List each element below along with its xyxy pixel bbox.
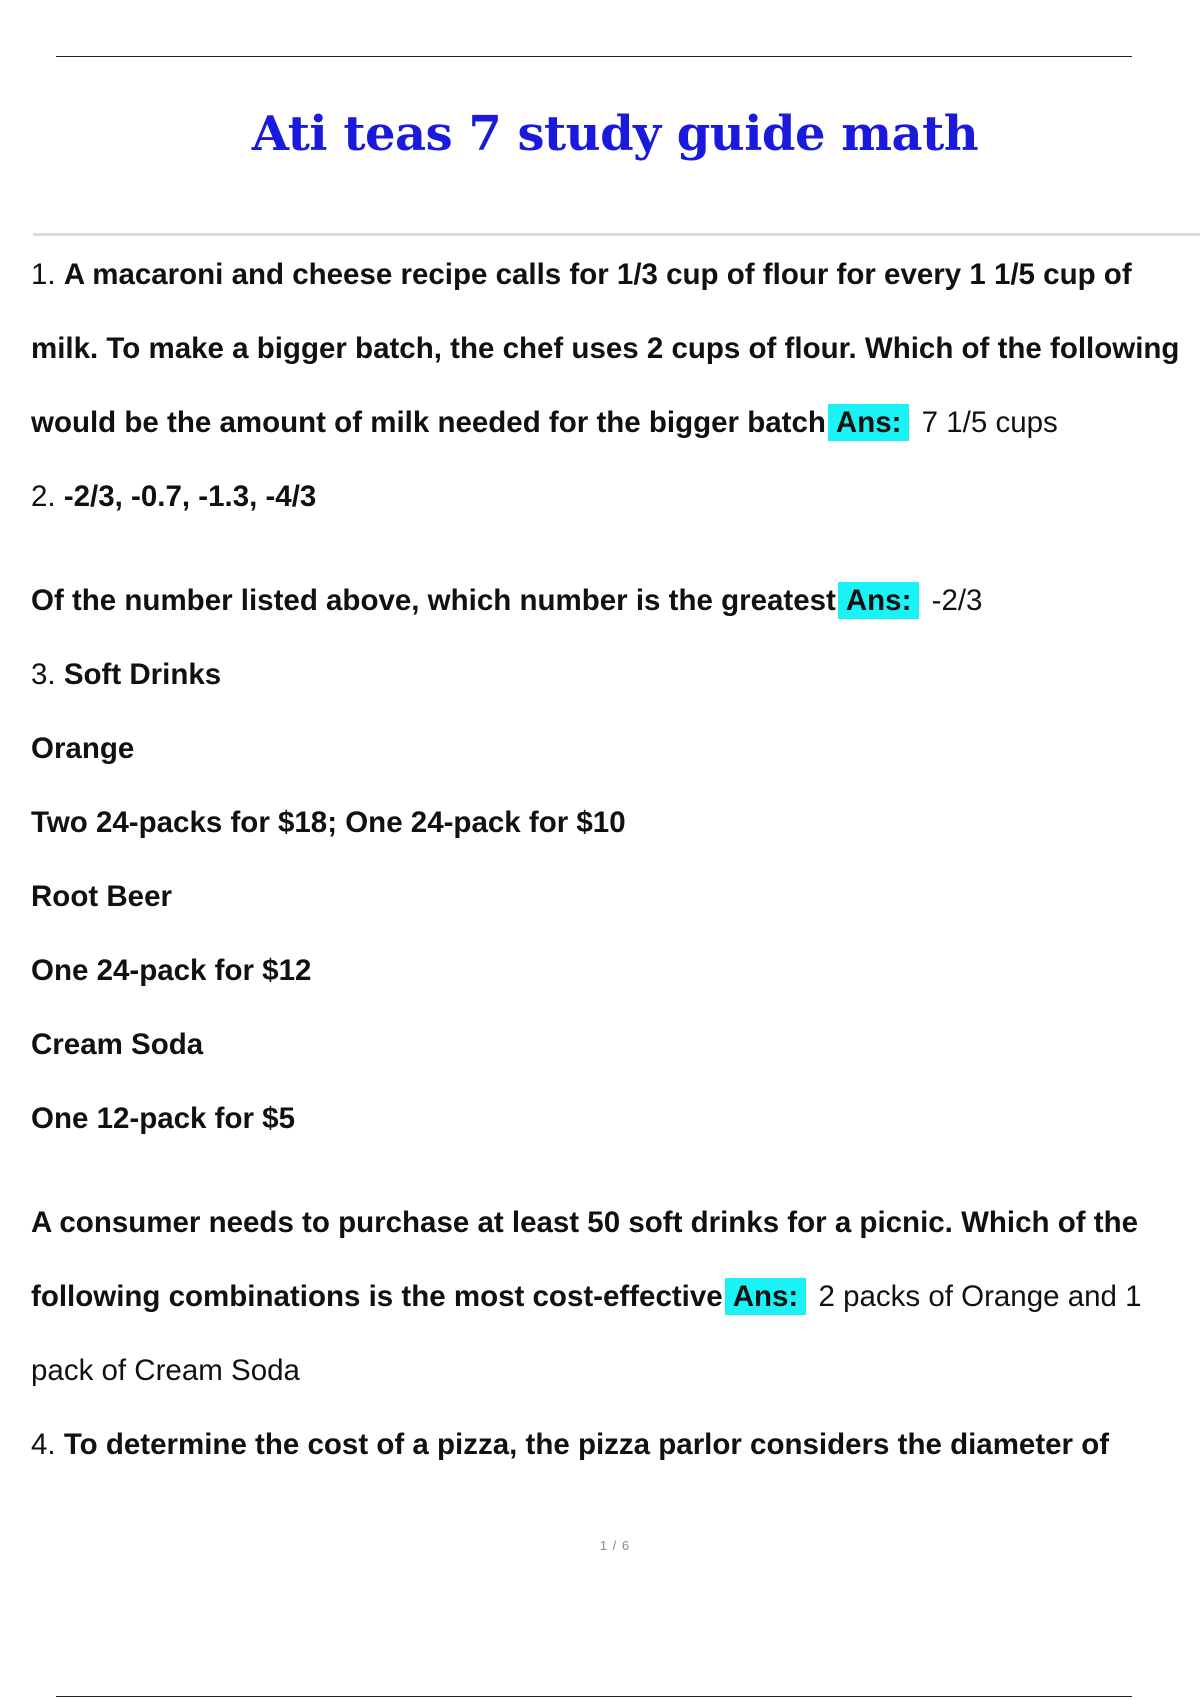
title-separator bbox=[33, 233, 1200, 236]
question-2-list bbox=[31, 460, 1200, 534]
question-text: Of the number listed above, which number is the greatest bbox=[31, 584, 836, 617]
question-number: 1. bbox=[31, 258, 56, 291]
answer-text: -2/3 bbox=[931, 584, 983, 617]
question-number: 4. bbox=[31, 1428, 56, 1461]
drink-name: Orange bbox=[31, 732, 135, 765]
answer-text: 7 1/5 cups bbox=[921, 406, 1058, 439]
top-rule bbox=[56, 56, 1132, 57]
question-4 bbox=[31, 1408, 1200, 1482]
document-title: Ati teas 7 study guide math bbox=[251, 106, 979, 162]
drink-price: One 12-pack for $5 bbox=[31, 1102, 295, 1135]
table-heading: Soft Drinks bbox=[63, 658, 222, 691]
question-3-heading bbox=[31, 638, 1200, 712]
answer-label: Ans: bbox=[828, 404, 910, 441]
number-list: -2/3, -0.7, -1.3, -4/3 bbox=[63, 480, 317, 513]
answer-label: Ans: bbox=[838, 582, 920, 619]
drink-price: Two 24-packs for $18; One 24-pack for $10 bbox=[31, 806, 626, 839]
question-number: 3. bbox=[31, 658, 56, 691]
answer-label: Ans: bbox=[725, 1278, 807, 1315]
question-3 bbox=[31, 1186, 1200, 1408]
bottom-rule bbox=[56, 1696, 1132, 1697]
question-text: A consumer needs to purchase at least 50 soft drinks for a picnic. Which of the following combinations is the most cost-effective bbox=[31, 1206, 1139, 1313]
page-indicator: 1 / 6 bbox=[599, 1538, 631, 1553]
document-body bbox=[31, 238, 1200, 1482]
answer-text: 2 packs of Orange and 1 pack of Cream Soda bbox=[31, 1280, 1142, 1387]
question-text: A macaroni and cheese recipe calls for 1/3 cup of flour for every 1 1/5 cup of milk. To make a bigger batch, the chef uses 2 cups of flour. Which of the following would be the amount of milk needed for the bigger batch bbox=[31, 258, 1180, 439]
drink-price: One 24-pack for $12 bbox=[31, 954, 312, 987]
question-1 bbox=[31, 238, 1200, 460]
question-text: To determine the cost of a pizza, the pizza parlor considers the diameter of bbox=[63, 1428, 1110, 1461]
drink-name: Root Beer bbox=[31, 880, 172, 913]
drink-name: Cream Soda bbox=[31, 1028, 204, 1061]
question-2 bbox=[31, 564, 1200, 638]
question-number: 2. bbox=[31, 480, 56, 513]
